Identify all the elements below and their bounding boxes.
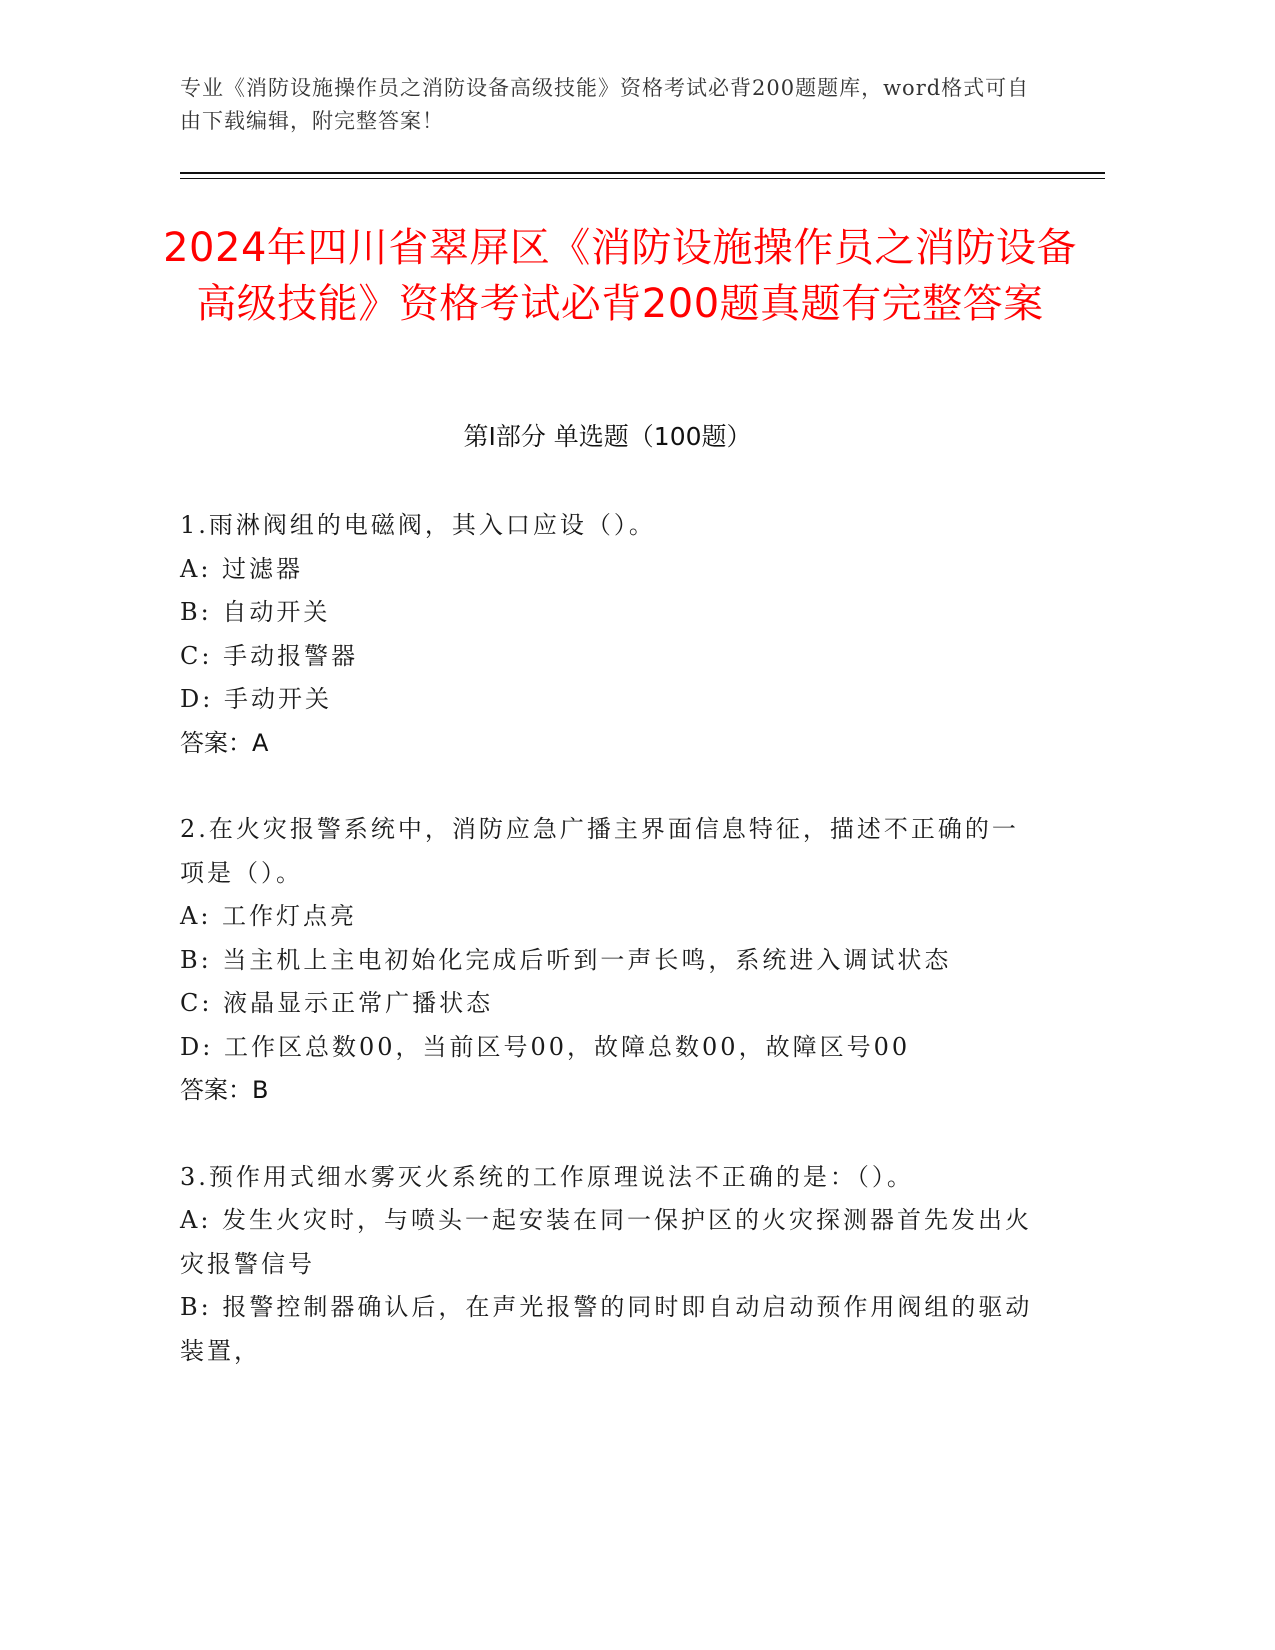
option-a: A: 过滤器 bbox=[180, 554, 304, 583]
question-list bbox=[180, 504, 1040, 1416]
question-3 bbox=[180, 1156, 1040, 1374]
option-d: D: 工作区总数00，当前区号00，故障总数00，故障区号00 bbox=[180, 1032, 911, 1061]
header-rule-thick bbox=[180, 172, 1105, 174]
option-b: B: 自动开关 bbox=[180, 598, 331, 626]
answer: 答案：B bbox=[180, 1076, 269, 1104]
option-a: A: 工作灯点亮 bbox=[180, 902, 358, 930]
answer: 答案：A bbox=[180, 728, 269, 757]
option-c: C: 液晶显示正常广播状态 bbox=[180, 989, 494, 1017]
question-stem: 3.预作用式细水雾灭火系统的工作原理说法不正确的是：（）。 bbox=[180, 1162, 914, 1191]
question-1 bbox=[180, 504, 1040, 765]
option-d: D: 手动开关 bbox=[180, 685, 332, 713]
document-title: 2024年四川省翠屏区《消防设施操作员之消防设备高级技能》资格考试必背200题真题有完整答案 bbox=[163, 225, 1077, 327]
option-a: A: 发生火灾时，与喷头一起安装在同一保护区的火灾探测器首先发出火灾报警信号 bbox=[180, 1206, 1033, 1278]
header-note: 专业《消防设施操作员之消防设备高级技能》资格考试必背200题题库，word格式可自由下载编辑，附完整答案！ bbox=[180, 76, 1030, 133]
option-b: B: 当主机上主电初始化完成后听到一声长鸣，系统进入调试状态 bbox=[180, 945, 952, 974]
question-stem: 2.在火灾报警系统中，消防应急广播主界面信息特征，描述不正确的一项是（）。 bbox=[180, 815, 1019, 887]
option-b: B: 报警控制器确认后，在声光报警的同时即自动启动预作用阀组的驱动装置， bbox=[180, 1293, 1033, 1365]
header-rule-thin bbox=[180, 178, 1105, 179]
question-stem: 1.雨淋阀组的电磁阀，其入口应设（）。 bbox=[180, 511, 656, 539]
question-2 bbox=[180, 808, 1040, 1113]
section-heading: 第I部分 单选题（100题） bbox=[463, 422, 752, 451]
option-c: C: 手动报警器 bbox=[180, 641, 359, 670]
